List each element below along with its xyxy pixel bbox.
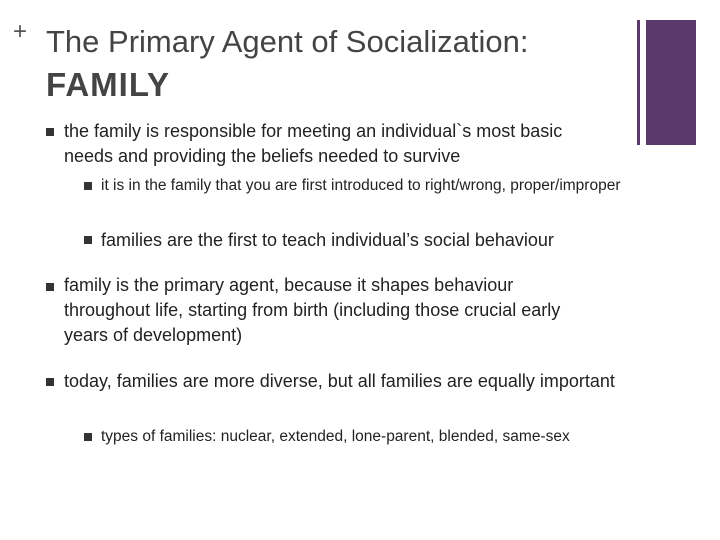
- bullet-item: the family is responsible for meeting an individual`s most basic needs and providing the beliefs needed to survive: [64, 121, 563, 166]
- bullet-item: family is the primary agent, because it shapes behaviour throughout life, starting from birth (including those crucial early years of development): [64, 275, 561, 345]
- bullet-square-icon: [84, 433, 92, 441]
- bullet-square-icon: [84, 182, 92, 190]
- bullet-item: types of families: nuclear, extended, lone-parent, blended, same-sex: [101, 428, 570, 445]
- bullet-square-icon: [46, 283, 54, 291]
- accent-bar-thick: [646, 20, 696, 145]
- bullet-square-icon: [46, 378, 54, 386]
- bullet-square-icon: [46, 128, 54, 136]
- bullet-item: it is in the family that you are first introduced to right/wrong, proper/improper: [101, 177, 621, 194]
- bullet-item: today, families are more diverse, but all families are equally important: [64, 371, 615, 391]
- bullet-square-icon: [84, 236, 92, 244]
- bullet-item: families are the first to teach individual’s social behaviour: [101, 230, 554, 250]
- slide-title: The Primary Agent of Socialization:: [46, 24, 529, 59]
- slide-subtitle: FAMILY: [46, 66, 170, 103]
- plus-icon: +: [13, 18, 28, 45]
- accent-bar-thin: [637, 20, 640, 145]
